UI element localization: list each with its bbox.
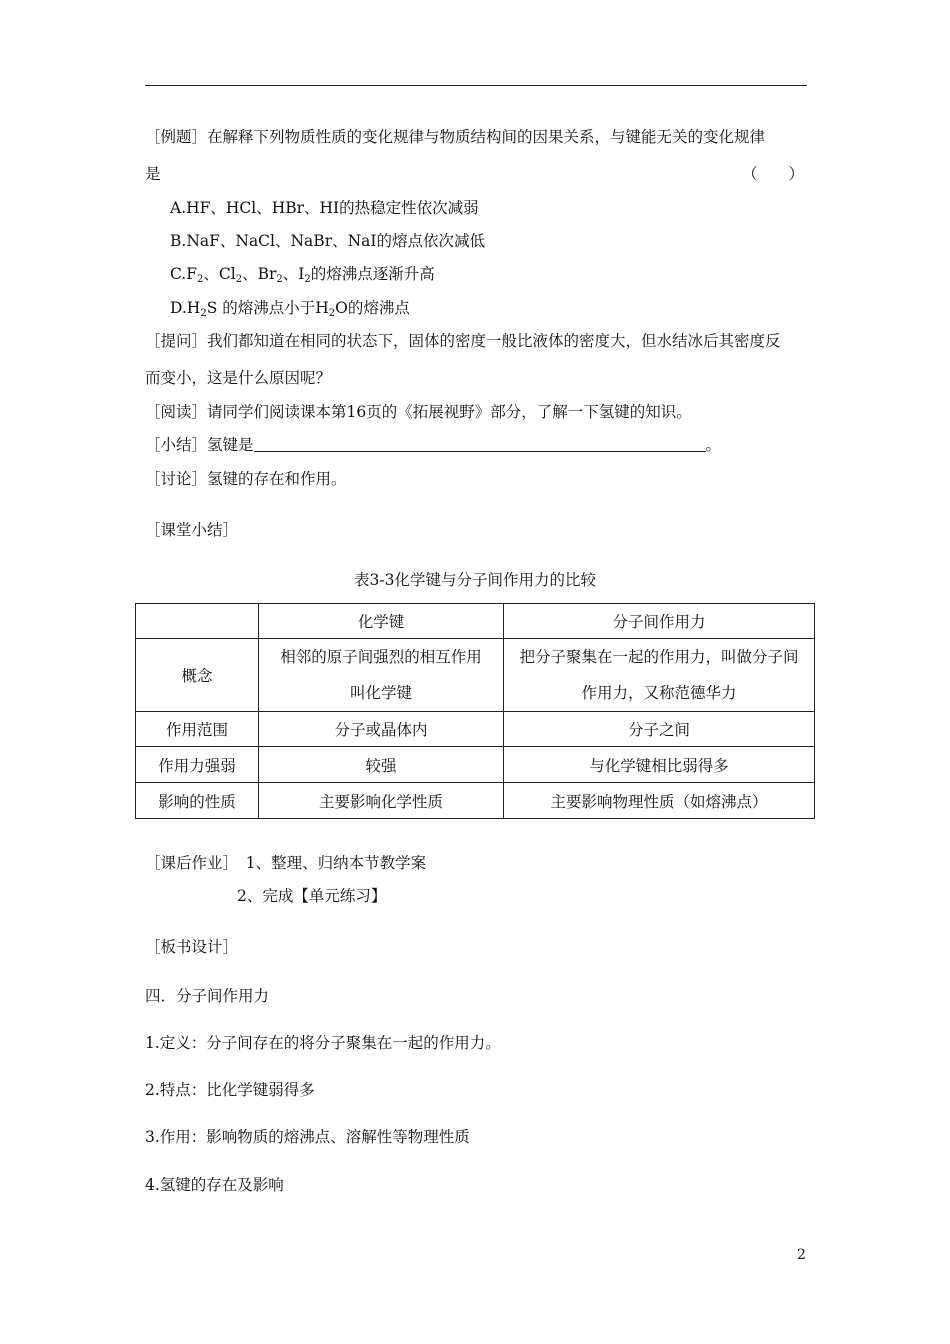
- answer-parentheses: （ ）: [742, 165, 805, 183]
- cell-line: 叫化学键: [349, 684, 412, 702]
- row-label: 作用力强弱: [136, 747, 259, 783]
- option-d-part: D.H: [170, 299, 201, 317]
- table-cell: [259, 639, 504, 712]
- option-d: [170, 298, 410, 324]
- subscript: 2: [197, 274, 204, 285]
- discussion-line: ［讨论］氢键的存在和作用。: [145, 470, 347, 488]
- reading-line: ［阅读］请同学们阅读课本第16页的《拓展视野》部分，了解一下氢键的知识。: [145, 403, 692, 421]
- table-cell: 分子或晶体内: [259, 712, 504, 747]
- row-label: 作用范围: [136, 712, 259, 747]
- board-item: 1.定义：分子间存在的将分子聚集在一起的作用力。: [145, 1034, 501, 1052]
- subscript: 2: [276, 274, 283, 285]
- subscript: 2: [328, 308, 336, 319]
- option-b: B.NaF、NaCl、NaBr、NaI的熔点依次减低: [170, 232, 486, 250]
- summary-line: [145, 435, 721, 455]
- table-cell: 主要影响化学性质: [259, 783, 504, 819]
- cell-line: 把分子聚集在一起的作用力，叫做分子间: [519, 648, 799, 666]
- table-cell: 与化学键相比弱得多: [504, 747, 815, 783]
- example-text-1: 在解释下列物质性质的变化规律与物质结构间的因果关系，与键能无关的变化规律: [207, 128, 766, 146]
- subscript: 2: [304, 274, 311, 285]
- subscript: 2: [200, 308, 207, 319]
- page-number: 2: [797, 1247, 806, 1263]
- table-header-row: [136, 604, 815, 639]
- subscript: 2: [235, 274, 243, 285]
- homework-line-1: ［课后作业］ 1、整理、归纳本节教学案: [145, 854, 427, 872]
- example-line-1: [145, 127, 765, 147]
- option-c-part: C.F: [170, 265, 197, 283]
- question-line-1: ［提问］我们都知道在相同的状态下，固体的密度一般比液体的密度大，但水结冰后其密度反: [145, 332, 781, 350]
- option-d-part: O的熔沸点: [335, 299, 410, 317]
- option-c: [170, 264, 435, 290]
- board-item: 2.特点：比化学键弱得多: [145, 1081, 315, 1099]
- question-line-2: 而变小，这是什么原因呢？: [145, 369, 332, 387]
- table-header-cell: 化学键: [259, 604, 504, 639]
- homework-line-2: 2、完成【单元练习】: [237, 887, 387, 905]
- cell-line: 作用力，又称范德华力: [581, 684, 737, 702]
- board-design-heading: ［板书设计］: [145, 938, 239, 956]
- table-header-cell: 分子间作用力: [504, 604, 815, 639]
- row-label: 影响的性质: [136, 783, 259, 819]
- table-row: [136, 783, 815, 819]
- table-cell: [504, 639, 815, 712]
- header-rule: [145, 85, 807, 86]
- option-a: A.HF、HCl、HBr、HI的热稳定性依次减弱: [170, 199, 479, 217]
- option-c-part: 的熔沸点逐渐升高: [310, 265, 435, 283]
- table-cell: 主要影响物理性质（如熔沸点）: [504, 783, 815, 819]
- comparison-table: [135, 603, 815, 819]
- class-summary-heading: ［课堂小结］: [145, 521, 239, 539]
- option-c-part: 、Cl: [203, 265, 236, 283]
- table-row: [136, 712, 815, 747]
- table-header-cell: [136, 604, 259, 639]
- fill-in-blank: [254, 436, 706, 452]
- board-item: 3.作用：影响物质的熔沸点、溶解性等物理性质: [145, 1128, 470, 1146]
- option-c-part: 、I: [282, 265, 305, 283]
- example-line-2: 是: [145, 165, 161, 183]
- option-d-part: S 的熔沸点小于H: [206, 299, 329, 317]
- board-item: 4.氢键的存在及影响: [145, 1176, 284, 1194]
- option-c-part: 、Br: [242, 265, 277, 283]
- summary-prefix: ［小结］氢键是: [145, 436, 254, 454]
- example-label: ［例题］: [145, 128, 208, 146]
- cell-line: 相邻的原子间强烈的相互作用: [280, 648, 482, 666]
- board-section-heading: 四．分子间作用力: [145, 987, 270, 1005]
- table-row: [136, 747, 815, 783]
- table-cell: 较强: [259, 747, 504, 783]
- table-caption: 表3-3化学键与分子间作用力的比较: [354, 571, 596, 589]
- table-cell: 分子之间: [504, 712, 815, 747]
- summary-suffix: 。: [705, 436, 722, 454]
- row-label: 概念: [136, 639, 259, 712]
- table-row: [136, 639, 815, 712]
